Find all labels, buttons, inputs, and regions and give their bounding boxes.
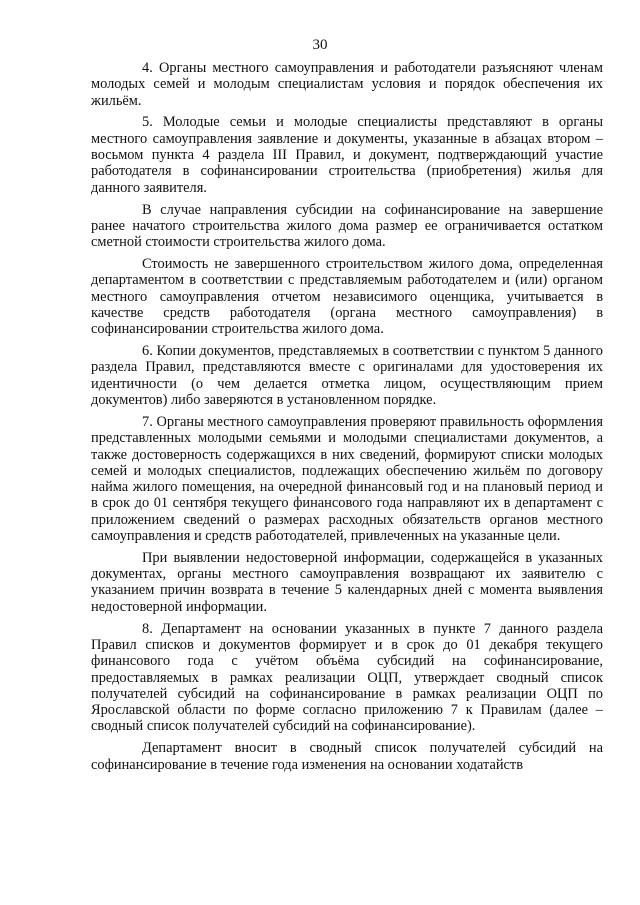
paragraph-item-8: 8. Департамент на основании указанных в пункте 7 данного раздела Правил списков и документов формирует и в срок до 01 декабря текущего финансового года с учётом объёма субсидий на софинансирование, предоставляемых в рамках реализации ОЦП, утверждает сводный список получателей субсидий на софинансирование в рамках реализации ОЦП по Ярославской области по форме согласно приложению 7 к Правилам (далее – сводный список получателей субсидий на софинансирование). — [91, 620, 603, 735]
paragraph-item-4: 4. Органы местного самоуправления и работодатели разъясняют членам молодых семей и молодым специалистам условия и порядок обеспечения их жильём. — [91, 60, 603, 109]
paragraph-list-changes: Департамент вносит в сводный список получателей субсидий на софинансирование в течение года изменения на основании ходатайств — [91, 740, 603, 773]
paragraph-item-5: 5. Молодые семьи и молодые специалисты представляют в органы местного самоуправления заявление и документы, указанные в абзацах втором – восьмом пункта 4 раздела III Правил, и документ, подтверждающий участие работодателя в софинансировании строительства (приобретения) жилья для данного заявителя. — [91, 114, 603, 196]
paragraph-item-7: 7. Органы местного самоуправления проверяют правильность оформления представленных молодыми семьями и молодыми специалистами документов, а также достоверность содержащихся в них сведений, формируют списки молодых семей и молодых специалистов, подлежащих обеспечению жильём по договору найма жилого помещения, на очередной финансовый год и на плановый период и в срок до 01 сентября текущего финансового года направляют их в департамент с приложением сведений о размерах расходных обязательств органов местного самоуправления и средств работодателей, привлеченных на указанные цели. — [91, 413, 603, 544]
paragraph-subsidy-completion: В случае направления субсидии на софинансирование на завершение ранее начатого строительства жилого дома размер ее ограничивается остатком сметной стоимости строительства жилого дома. — [91, 201, 603, 251]
document-body — [91, 60, 603, 779]
paragraph-invalid-info: При выявлении недостоверной информации, содержащейся в указанных документах, органы местного самоуправления возвращают их заявителю с указанием причин возврата в течение 5 календарных дней с момента выявления недостоверной информации. — [91, 549, 603, 615]
paragraph-unfinished-cost: Стоимость не завершенного строительством жилого дома, определенная департаментом в соответствии с представляемым работодателем и (или) органом местного самоуправления отчетом независимого оценщика, учитывается в качестве средств работодателя (органа местного самоуправления) в софинансировании строительства жилого дома. — [91, 256, 603, 338]
paragraph-item-6: 6. Копии документов, представляемых в соответствии с пунктом 5 данного раздела Правил, представляются вместе с оригиналами для удостоверения их идентичности (о чем делается отметка лицом, осуществляющим прием документов) либо заверяются в установленном порядке. — [91, 343, 603, 409]
page-number: 30 — [312, 37, 328, 53]
